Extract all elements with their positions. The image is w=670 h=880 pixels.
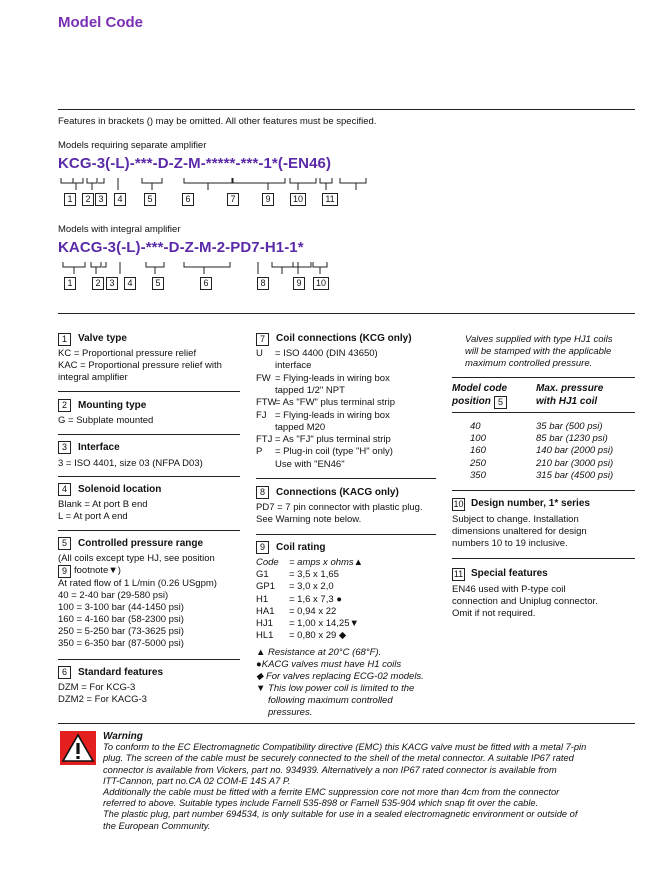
- divider: [256, 478, 436, 479]
- section-line: KC = Proportional pressure relief: [58, 348, 197, 359]
- coil-code: GP1: [256, 581, 276, 593]
- warning-triangle-icon: [60, 731, 96, 765]
- integral-code-brackets: [58, 259, 368, 279]
- warning-line: plug. The screen of the cable must be securely connected to the shell of the metal connector. A suitable IP67 rated: [103, 753, 574, 764]
- separate-caption: Models requiring separate amplifier: [58, 140, 207, 151]
- section-number: 9: [256, 541, 269, 554]
- section-line: footnote▼): [74, 565, 121, 576]
- section-line: See Warning note below.: [256, 514, 362, 525]
- note-line: maximum controlled pressure.: [465, 358, 593, 369]
- section-number: 1: [58, 333, 71, 346]
- section-title: Standard features: [78, 667, 164, 678]
- section-title: Coil connections (KCG only): [276, 333, 412, 344]
- mid-divider: [58, 313, 635, 314]
- section-line: dimensions unaltered for design: [452, 526, 587, 537]
- warning-line: referred to above. Suitable types include Farnell 535-898 or Farnell 535-904 which snap fit over the cable.: [103, 798, 539, 809]
- pos-box-1: 1: [64, 277, 76, 290]
- divider: [58, 530, 240, 531]
- pos-box-10: 10: [290, 193, 306, 206]
- column-header: position: [452, 396, 491, 407]
- pressure-range-item: 250 = 5-250 bar (73-3625 psi): [58, 626, 184, 637]
- warning-line: the European Community.: [103, 820, 211, 831]
- section-title: Coil rating: [276, 542, 326, 553]
- section-number: 6: [58, 666, 71, 679]
- pos-box-9: 9: [262, 193, 274, 206]
- divider: [58, 434, 240, 435]
- column-header: Model code: [452, 383, 508, 394]
- pos-box-9: 9: [293, 277, 305, 290]
- connection-desc: = Flying-leads in wiring box: [275, 409, 390, 421]
- pos-box-2: 2: [82, 193, 94, 206]
- pos-box-8: 8: [257, 277, 269, 290]
- section-title: Design number, 1* series: [471, 498, 590, 509]
- section-title: Valve type: [78, 333, 127, 344]
- coil-value: = amps x ohms▲: [289, 557, 364, 568]
- warning-line: Additionally the cable must be fitted with a ferrite EMC suppression core not more than 4cm from the connector: [103, 787, 560, 798]
- table-cell-pressure: 210 bar (3000 psi): [536, 457, 614, 469]
- section-title: Interface: [78, 442, 120, 453]
- section-line: At rated flow of 1 L/min (0.26 USgpm): [58, 578, 217, 589]
- coil-code: G1: [256, 569, 269, 581]
- top-divider: [58, 109, 635, 110]
- separate-code-brackets: [58, 175, 368, 195]
- pos-box-4: 4: [114, 193, 126, 206]
- coil-footnote: ▼ This low power coil is limited to the: [256, 683, 415, 694]
- coil-value: = 0,94 x 22: [289, 605, 337, 617]
- section-line: Subject to change. Installation: [452, 514, 579, 525]
- coil-footnote: ●KACG valves must have H1 coils: [256, 659, 402, 670]
- divider: [452, 558, 635, 559]
- note-line: Valves supplied with type HJ1 coils: [465, 334, 613, 345]
- connection-code: FTJ: [256, 434, 273, 446]
- integral-caption: Models with integral amplifier: [58, 224, 181, 235]
- table-cell-code: 40: [470, 421, 481, 432]
- divider: [452, 490, 635, 491]
- section-line: integral amplifier: [58, 372, 128, 383]
- divider: [256, 534, 436, 535]
- warning-divider: [58, 723, 635, 724]
- warning-line: The plastic plug, part number 694534, is only suitable for use in a sealed electromagnetic environment or outside of: [103, 809, 578, 820]
- coil-value: = 1,6 x 7,3 ●: [289, 593, 343, 605]
- section-title: Controlled pressure range: [78, 538, 204, 549]
- connection-desc: interface: [275, 360, 312, 372]
- intro-text: Features in brackets () may be omitted. All other features must be specified.: [58, 116, 377, 127]
- connection-code: FJ: [256, 409, 267, 421]
- coil-code: H1: [256, 593, 269, 605]
- table-cell-pressure: 85 bar (1230 psi): [536, 433, 608, 445]
- section-line: Blank = At port B end: [58, 499, 148, 510]
- table-cell-code: 250: [470, 457, 486, 469]
- column-header: with HJ1 coil: [536, 396, 598, 407]
- warning-text: [103, 742, 638, 832]
- section-line: PD7 = 7 pin connector with plastic plug.: [256, 502, 423, 513]
- note-line: will be stamped with the applicable: [465, 346, 612, 357]
- coil-footnote: ▲ Resistance at 20°C (68°F).: [256, 647, 382, 658]
- warning-line: connector is available from Vickers, part no. 934939. Alternatively a non IP67 rated connector is available from: [103, 764, 557, 775]
- integral-model-code: KACG-3(-L)-***-D-Z-M-2-PD7-H1-1*: [58, 239, 304, 256]
- coil-value: = 0,80 x 29 ◆: [289, 630, 347, 642]
- pos-box-3: 3: [106, 277, 118, 290]
- pos-box-6: 6: [182, 193, 194, 206]
- pressure-range-item: 160 = 4-160 bar (58-2300 psi): [58, 614, 184, 625]
- section-line: (All coils except type HJ, see position: [58, 553, 215, 564]
- footnote-ref-number: 9: [58, 565, 71, 578]
- divider: [58, 476, 240, 477]
- warning-title: Warning: [103, 731, 143, 742]
- pos-box-4: 4: [124, 277, 136, 290]
- pressure-range-item: 40 = 2-40 bar (29-580 psi): [58, 590, 169, 601]
- connection-desc: = As "FJ" plus terminal strip: [275, 434, 391, 446]
- section-line: DZM2 = For KACG-3: [58, 694, 147, 705]
- pos-box-1: 1: [64, 193, 76, 206]
- pos-box-5: 5: [144, 193, 156, 206]
- section-line: numbers 10 to 19 inclusive.: [452, 538, 568, 549]
- pos-box-11: 11: [322, 193, 338, 206]
- table-cell-pressure: 35 bar (500 psi): [536, 421, 603, 432]
- pressure-range-item: 100 = 3-100 bar (44-1450 psi): [58, 602, 184, 613]
- coil-footnote: following maximum controlled: [268, 695, 393, 706]
- connection-desc: = As "FW" plus terminal strip: [275, 397, 395, 409]
- connection-desc: tapped 1/2" NPT: [275, 384, 345, 396]
- connection-desc: = Plug-in coil (type "H" only): [275, 446, 393, 458]
- section-title: Mounting type: [78, 400, 147, 411]
- coil-code: HJ1: [256, 618, 273, 629]
- connection-desc: tapped M20: [275, 421, 326, 433]
- section-line: Omit if not required.: [452, 608, 536, 619]
- section-line: EN46 used with P-type coil: [452, 584, 566, 595]
- section-line: G = Subplate mounted: [58, 415, 154, 426]
- coil-code: HA1: [256, 605, 275, 617]
- table-cell-code: 160: [470, 445, 486, 457]
- table-cell-pressure: 315 bar (4500 psi): [536, 469, 614, 481]
- coil-code: HL1: [256, 630, 274, 642]
- section-line: L = At port A end: [58, 511, 128, 522]
- connection-code: FW: [256, 372, 271, 384]
- section-number: 8: [256, 486, 269, 499]
- section-number: 3: [58, 441, 71, 454]
- section-title: Solenoid location: [78, 484, 162, 495]
- separate-model-code: KCG-3(-L)-***-D-Z-M-*****-***-1*(-EN46): [58, 155, 332, 172]
- pos-box-6: 6: [200, 277, 212, 290]
- section-number: 2: [58, 399, 71, 412]
- coil-footnote: ◆ For valves replacing ECG-02 models.: [256, 671, 424, 682]
- section-line: KAC = Proportional pressure relief with: [58, 360, 222, 371]
- connection-code: P: [256, 446, 263, 458]
- section-number: 4: [58, 483, 71, 496]
- pos-box-10: 10: [313, 277, 329, 290]
- warning-block: [103, 731, 638, 832]
- coil-footnote: pressures.: [268, 707, 313, 718]
- section-number: 5: [58, 537, 71, 550]
- pressure-range-item: 350 = 6-350 bar (87-5000 psi): [58, 638, 184, 649]
- table-header-rule: [452, 412, 635, 413]
- coil-value: = 3,5 x 1,65: [289, 569, 339, 581]
- section-line: 3 = ISO 4401, size 03 (NFPA D03): [58, 458, 203, 469]
- divider: [58, 659, 240, 660]
- table-cell-code: 100: [470, 433, 486, 445]
- pos-box-3: 3: [95, 193, 107, 206]
- pos-box-7: 7: [227, 193, 239, 206]
- connection-desc: = ISO 4400 (DIN 43650): [275, 348, 378, 359]
- divider: [452, 377, 635, 378]
- section-line: connection and Uniplug connector.: [452, 596, 598, 607]
- section-title: Connections (KACG only): [276, 487, 399, 498]
- section-title: Special features: [471, 568, 548, 579]
- divider: [58, 391, 240, 392]
- connection-desc: Use with "EN46": [275, 458, 345, 470]
- section-number: 10: [453, 499, 464, 509]
- column-header: Max. pressure: [536, 383, 604, 394]
- pos-box-2: 2: [92, 277, 104, 290]
- page-title: Model Code: [58, 14, 143, 31]
- pos-box-5: 5: [152, 277, 164, 290]
- table-cell-pressure: 140 bar (2000 psi): [536, 445, 614, 457]
- coil-value: = 1,00 x 14,25▼: [289, 618, 359, 629]
- coil-code: Code: [256, 557, 279, 568]
- warning-line: ITT-Cannon, part no.CA 02 COM-E 14S A7 P.: [103, 775, 291, 786]
- connection-desc: = Flying-leads in wiring box: [275, 372, 390, 384]
- position-ref-number: 5: [494, 396, 507, 409]
- coil-value: = 3,0 x 2,0: [289, 581, 334, 593]
- connection-code: U: [256, 348, 263, 359]
- section-line: DZM = For KCG-3: [58, 682, 136, 693]
- section-number: 7: [256, 333, 269, 346]
- table-cell-code: 350: [470, 469, 486, 481]
- section-number: 11: [453, 569, 464, 579]
- connection-code: FTW: [256, 397, 277, 409]
- warning-line: To conform to the EC Electromagnetic Compatibility directive (EMC) this KACG valve must be fitted with a metal 7-pin: [103, 742, 587, 753]
